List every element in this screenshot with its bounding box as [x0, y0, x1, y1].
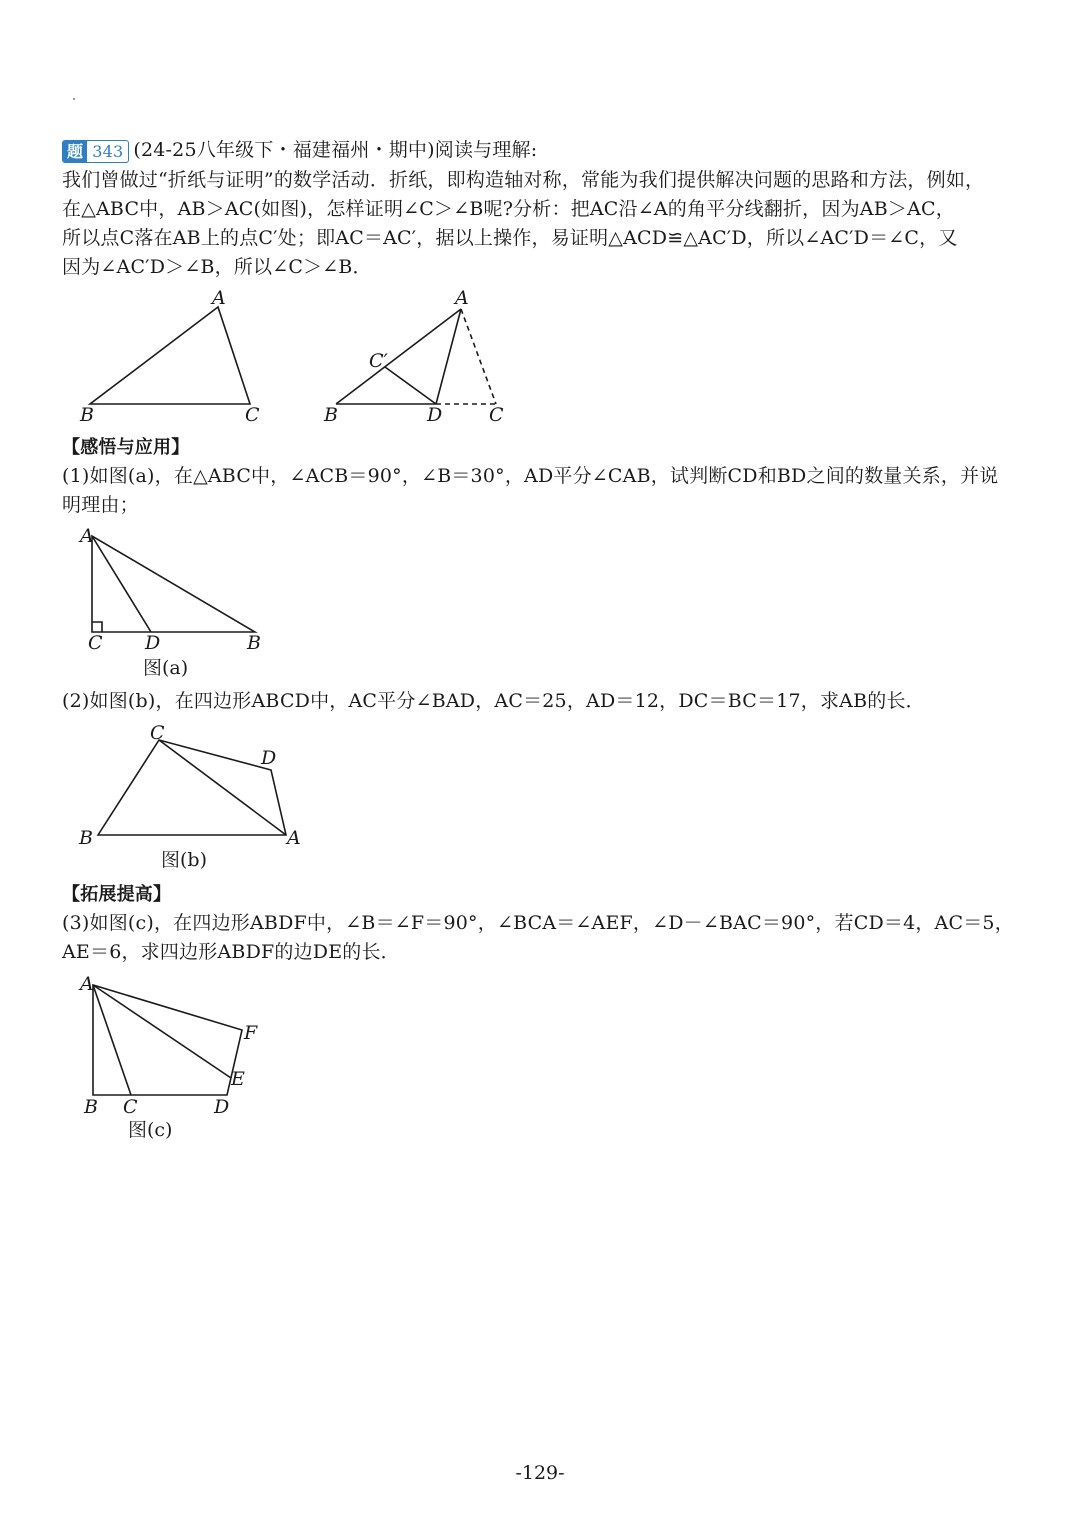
label-c: C	[245, 404, 260, 426]
label-a: A	[212, 287, 226, 309]
page-number: -129-	[515, 1462, 565, 1484]
label-c: C	[150, 722, 165, 744]
figure-b-caption: 图(b)	[161, 849, 207, 871]
intro-line-3: 所以点C落在AB上的点C′处；即AC＝AC′，据以上操作，易证明△ACD≌△AC′D，所以∠AC′D＝∠C，又	[62, 227, 958, 249]
label-c-prime: C′	[369, 350, 388, 372]
label-a: A	[80, 973, 94, 995]
problem-source: (24-25八年级下・福建福州・期中)阅读与理解:	[133, 139, 538, 161]
label-d: D	[145, 632, 161, 654]
label-a: A	[80, 525, 94, 547]
label-d: D	[261, 747, 277, 769]
label-f: F	[244, 1022, 258, 1044]
problem-number: 343	[92, 141, 124, 161]
label-b: B	[324, 404, 338, 426]
section-title-application: 【感悟与应用】	[62, 437, 190, 458]
label-b: B	[80, 404, 94, 426]
problem-tag: 题	[63, 141, 87, 162]
label-d: D	[427, 404, 443, 426]
figure-a-caption: 图(a)	[143, 657, 189, 679]
label-a: A	[455, 287, 469, 309]
label-d: D	[214, 1096, 230, 1118]
segment-a-e	[93, 985, 231, 1078]
question-3-line-2: AE＝6，求四边形ABDF的边DE的长．	[62, 941, 400, 963]
label-c: C	[489, 404, 504, 426]
question-1-line-1: (1)如图(a)，在△ABC中，∠ACB＝90°，∠B＝30°，AD平分∠CAB，试判断CD和BD之间的数量关系，并说	[62, 465, 999, 487]
question-3-line-1: (3)如图(c)，在四边形ABDF中，∠B＝∠F＝90°，∠BCA＝∠AEF，∠D－∠BAC＝90°，若CD＝4，AC＝5，	[62, 912, 1014, 934]
section-title-extension: 【拓展提高】	[62, 884, 172, 905]
intro-line-2: 在△ABC中，AB＞AC(如图)，怎样证明∠C＞∠B呢?分析：把AC沿∠A的角平分线翻折，因为AB＞AC，	[62, 198, 955, 220]
question-1-line-2: 明理由；	[62, 494, 139, 516]
label-a: A	[287, 827, 301, 849]
question-2: (2)如图(b)，在四边形ABCD中，AC平分∠BAD，AC＝25，AD＝12，DC＝BC＝17，求AB的长．	[62, 690, 925, 712]
quadrilateral-abdf	[93, 985, 242, 1095]
label-b: B	[247, 632, 261, 654]
label-b: B	[79, 827, 93, 849]
label-c: C	[88, 632, 103, 654]
segment-a-c	[93, 985, 131, 1095]
intro-line-4: 因为∠AC′D＞∠B，所以∠C＞∠B．	[62, 256, 372, 278]
label-c: C	[123, 1096, 138, 1118]
intro-line-1: 我们曾做过“折纸与证明”的数学活动．折纸，即构造轴对称，常能为我们提供解决问题的思路和方法，例如，	[62, 169, 985, 191]
label-e: E	[231, 1068, 245, 1090]
label-b: B	[84, 1096, 98, 1118]
figure-c-caption: 图(c)	[128, 1119, 173, 1141]
